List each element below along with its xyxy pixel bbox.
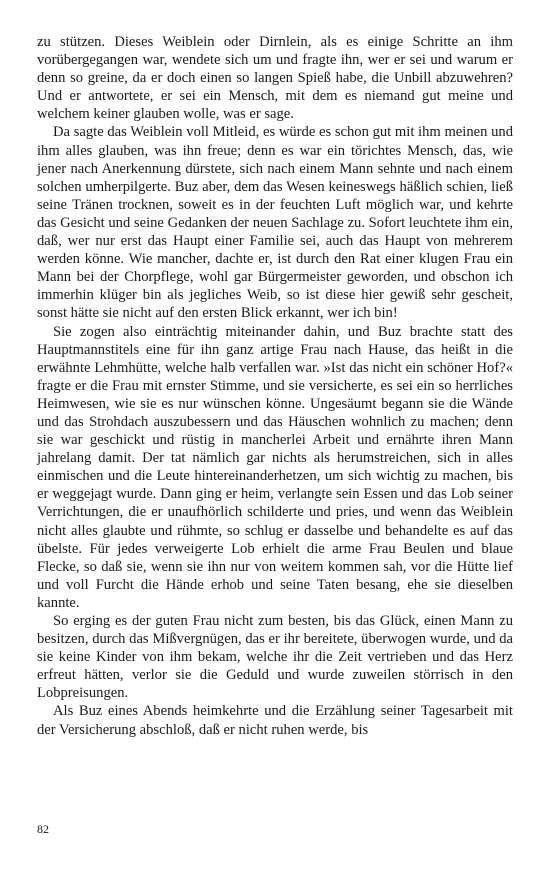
paragraph: So erging es der guten Frau nicht zum besten, bis das Glück, einen Mann zu besitzen, durch das Mißvergnügen, das er ihr bereitete, überwogen wurde, und da sie keine Kinder von ihm bekam, welche ihr die Zeit vertrieben und das Herz erfreut hätten, verlor sie die Geduld und wurde zuweilen störrisch in den Lobpreisungen. xyxy=(37,613,513,702)
paragraph: Da sagte das Weiblein voll Mitleid, es würde es schon gut mit ihm meinen und ihm alles glauben, was ihn freue; denn es war ein törichtes Mensch, das, wie jener nach Anerkennung dürstete, sich nach einem Mann sehnte und nach einem solchen umherpilgerte. Buz aber, dem das Wesen keineswegs häßlich schien, ließ seine Tränen trocknen, soweit es in der feuchten Luft möglich war, und kehrte das Gesicht und seine Gedanken der neuen Sachlage zu. Sofort leuchtete ihm ein, daß, wer nur erst das Haupt einer Familie sei, auch das Haupt von mehrerem werden könne. Wie mancher, dachte er, ist durch den Rat einer klugen Frau ein Mann bei der Chorpflege, wohl gar Bürgermeister geworden, und obschon ich immerhin klüger bin als jegliches Weib, so ist diese hier gewiß sehr gescheit, sonst hätte sie nicht auf den ersten Blick erkannt, wer ich bin! xyxy=(37,124,513,322)
paragraph: zu stützen. Dieses Weiblein oder Dirnlein, als es einige Schritte an ihm vorübergegangen war, wendete sich um und fragte ihn, wer er sei und warum er denn so greine, da er doch einen so langen Spieß habe, die Unbill abzuwehren? Und er antwortete, er sei ein Mensch, mit dem es niemand gut meine und welchem keiner glauben wolle, was er sage. xyxy=(37,34,513,123)
paragraph: Sie zogen also einträchtig miteinander dahin, und Buz brachte statt des Hauptmannstitels eine für ihn ganz artige Frau nach Hause, das heißt in die erwähnte Lehmhütte, welche halb verfallen war. »Ist das nicht ein schöner Hof?« fragte er die Frau mit ernster Stimme, und sie versicherte, es sei ein so herrliches Heimwesen, wie sie es nur wünschen könne. Ungesäumt begann sie die Wände und das Strohdach auszubessern und das Häuschen wohnlich zu machen; denn sie war geschickt und rüstig in mancherlei Arbeit und ernährte ihren Mann jahrelang damit. Der tat nämlich gar nichts als herumstreichen, sich in alles einmischen und die Leute hintereinanderhetzen, um sich wichtig zu machen, bis er weggejagt wurde. Dann ging er heim, verlangte sein Essen und das Lob seiner Verrichtungen, die er unaufhörlich schilderte und pries, und wenn das Weiblein nicht alles glaubte und rühmte, so schlug er dasselbe und behandelte es auf das übelste. Für jedes verweigerte Lob erhielt die arme Frau Beulen und blaue Flecke, so daß sie, wenn sie ihn nur von weitem kommen sah, vor die Hütte lief und voll Furcht die Hände erhob und seine Taten besang, ehe sie dieselben kannte. xyxy=(37,323,513,611)
page-number: 82 xyxy=(37,822,49,836)
page-text-body xyxy=(37,33,513,739)
paragraph: Als Buz eines Abends heimkehrte und die Erzählung seiner Tagesarbeit mit der Versicherung abschloß, daß er nicht ruhen werde, bis xyxy=(37,703,513,738)
